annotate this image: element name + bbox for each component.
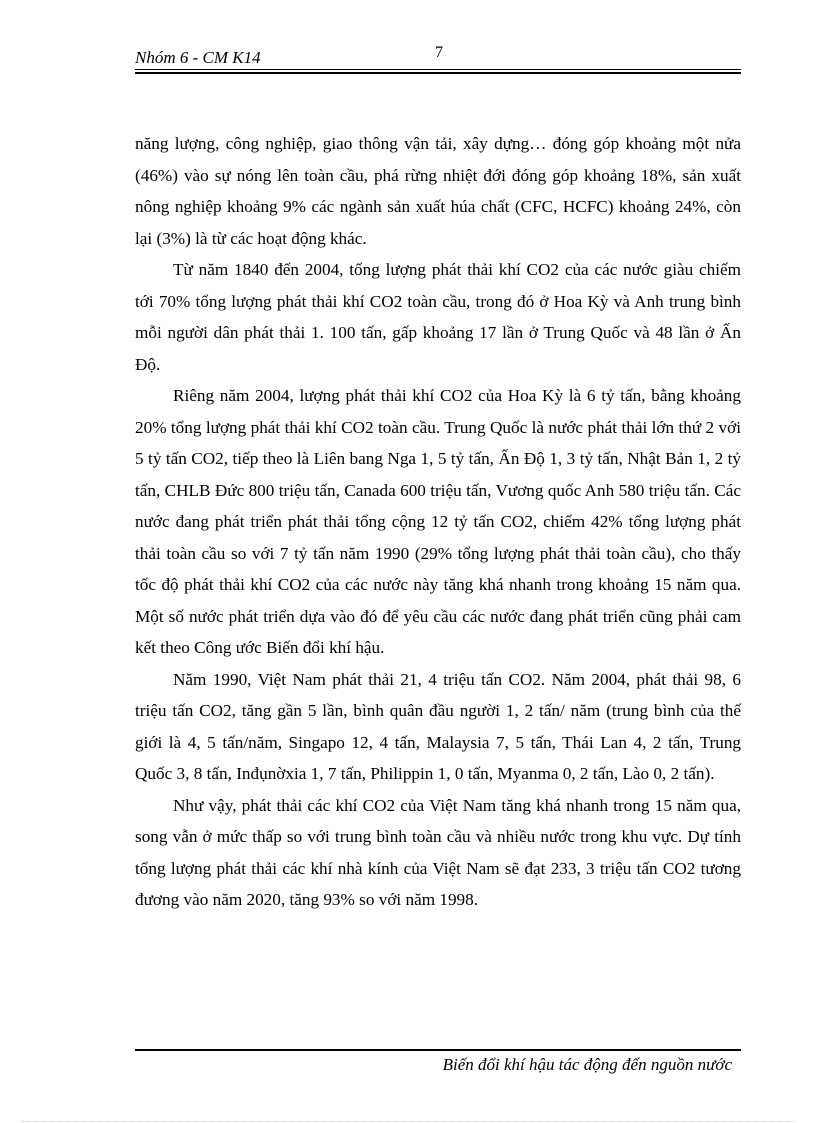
header-rule-thick: [135, 72, 741, 74]
page-number: 7: [435, 44, 443, 61]
page-edge-divider: [22, 1121, 794, 1122]
paragraph: Từ năm 1840 đến 2004, tổng lượng phát thải khí CO2 của các nước giàu chiếm tới 70% tổng lượng phát thải khí CO2 toàn cầu, trong đó ở Hoa Kỳ và Anh trung bình mỗi người dân phát thải 1. 100 tấn, gấp khoảng 17 lần ở Trung Quốc và 48 lần ở Ấn Độ.: [135, 260, 741, 374]
paragraph: năng lượng, công nghiệp, giao thông vận tải, xây dựng… đóng góp khoảng một nửa (46%) vào sự nóng lên toàn cầu, phá rừng nhiệt đới đóng góp khoảng 18%, sản xuất nông nghiệp khoảng 9% các ngành sản xuất húa chất (CFC, HCFC) khoảng 24%, còn lại (3%) là từ các hoạt động khác.: [135, 134, 741, 248]
paragraph: Năm 1990, Việt Nam phát thải 21, 4 triệu tấn CO2. Năm 2004, phát thải 98, 6 triệu tấn CO2, tăng gần 5 lần, bình quân đầu người 1, 2 tấn/ năm (trung bình của thế giới là 4, 5 tấn/năm, Singapo 12, 4 tấn, Malaysia 7, 5 tấn, Thái Lan 4, 2 tấn, Trung Quốc 3, 8 tấn, Inđụnờxia 1, 7 tấn, Philippin 1, 0 tấn, Myanma 0, 2 tấn, Lào 0, 2 tấn).: [135, 669, 741, 783]
header-group-label: Nhóm 6 - CM K14: [135, 48, 261, 67]
paragraph: Như vậy, phát thải các khí CO2 của Việt Nam tăng khá nhanh trong 15 năm qua, song vẫn ở mức thấp so với trung bình toàn cầu và nhiều nước trong khu vực. Dự tính tổng lượng phát thải các khí nhà kính của Việt Nam sẽ đạt 233, 3 triệu tấn CO2 tương đương vào năm 2020, tăng 93% so với năm 1998.: [135, 795, 741, 909]
footer-title: Biến đổi khí hậu tác động đến nguồn nước: [442, 1055, 732, 1074]
header-rule: [135, 69, 741, 70]
body-text: [135, 128, 741, 916]
footer-rule: [135, 1049, 741, 1051]
page-header: [135, 44, 741, 74]
paragraph: Riêng năm 2004, lượng phát thải khí CO2 của Hoa Kỳ là 6 tỷ tấn, bằng khoảng 20% tổng lượng phát thải khí CO2 toàn cầu. Trung Quốc là nước phát thải lớn thứ 2 với 5 tỷ tấn CO2, tiếp theo là Liên bang Nga 1, 5 tỷ tấn, Ấn Độ 1, 3 tỷ tấn, Nhật Bản 1, 2 tỷ tấn, CHLB Đức 800 triệu tấn, Canada 600 triệu tấn, Vương quốc Anh 580 triệu tấn. Các nước đang phát triển phát thải tổng cộng 12 tỷ tấn CO2, chiếm 42% tổng lượng phát thải toàn cầu so với 7 tỷ tấn năm 1990 (29% tổng lượng phát thải toàn cầu), cho thấy tốc độ phát thải khí CO2 của các nước này tăng khá nhanh trong khoảng 15 năm qua. Một số nước phát triển dựa vào đó để yêu cầu các nước đang phát triển cũng phải cam kết theo Công ước Biến đổi khí hậu.: [135, 386, 741, 657]
